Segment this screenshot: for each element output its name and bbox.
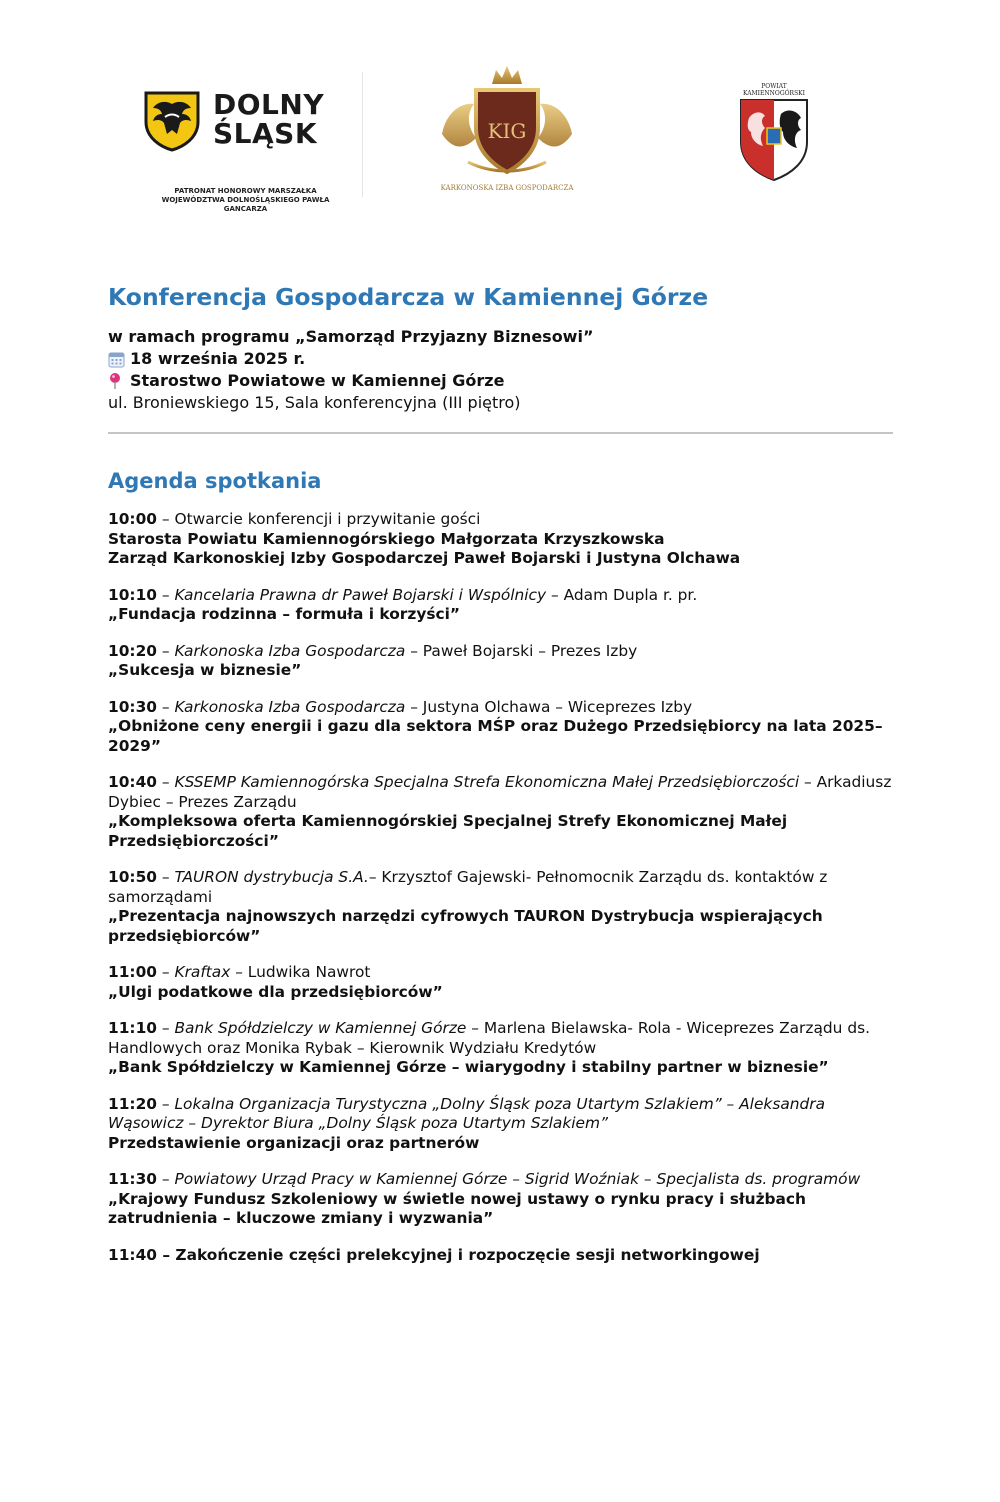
agenda-speaker: – Justyna Olchawa – Wiceprezes Izby bbox=[405, 697, 693, 716]
agenda-speaker: – Ludwika Nawrot bbox=[230, 963, 371, 981]
agenda-list bbox=[108, 510, 898, 1265]
agenda-speaker: – Arkadiusz Dybiec – Prezes Zarządu bbox=[108, 773, 892, 811]
agenda-item-header: 10:40 – KSSEMP Kamiennogórska Specjalna Strefa Ekonomiczna Małej Przedsiębiorczości – Arkadiusz Dybiec – Prezes Zarządu bbox=[108, 773, 892, 811]
dolny-slask-logo bbox=[143, 88, 343, 213]
agenda-talk-title: Przedstawienie organizacji oraz partnerów bbox=[108, 1133, 480, 1152]
agenda-item bbox=[108, 868, 898, 946]
agenda-item-header: 10:10 – Kancelaria Prawna dr Paweł Bojarski i Wspólnicy – Adam Dupla r. pr. bbox=[108, 585, 698, 604]
agenda-item-header bbox=[108, 1246, 898, 1266]
agenda-talk-title: Starosta Powiatu Kamiennogórskiego Małgorzata Krzyszkowska bbox=[108, 529, 665, 548]
agenda-closing-text: – Zakończenie części prelekcyjnej i rozpoczęcie sesji networkingowej bbox=[157, 1245, 760, 1264]
agenda-item bbox=[108, 510, 898, 569]
agenda-organization: KSSEMP Kamiennogórska Specjalna Strefa Ekonomiczna Małej Przedsiębiorczości bbox=[174, 773, 800, 791]
agenda-item-header: 11:20 – Lokalna Organizacja Turystyczna „Dolny Śląsk poza Utartym Szlakiem” – Aleksandra Wąsowicz – Dyrektor Biura „Dolny Śląsk poza Utartym Szlakiem” bbox=[108, 1094, 826, 1132]
agenda-organization: Bank Spółdzielczy w Kamiennej Górze bbox=[174, 1019, 467, 1037]
agenda-item-header: 11:30 – Powiatowy Urząd Pracy w Kamiennej Górze – Sigrid Woźniak – Specjalista ds. programów bbox=[108, 1170, 861, 1188]
kig-logo bbox=[432, 64, 582, 196]
agenda-organization: Lokalna Organizacja Turystyczna „Dolny Śląsk poza Utartym Szlakiem” – Aleksandra Wąsowicz – Dyrektor Biura „Dolny Śląsk poza Utartym Szlakiem” bbox=[108, 1094, 826, 1132]
agenda-item bbox=[108, 698, 898, 757]
agenda-item bbox=[108, 963, 898, 1002]
agenda-item bbox=[108, 773, 898, 851]
event-venue: Starostwo Powiatowe w Kamiennej Górze bbox=[130, 371, 505, 390]
agenda-talk-title: „Obniżone ceny energii i gazu dla sektora MŚP oraz Dużego Przedsiębiorcy na lata 2025–2029” bbox=[108, 717, 883, 755]
agenda-organization: TAURON dystrybucja S.A. bbox=[174, 868, 369, 886]
event-address: ul. Broniewskiego 15, Sala konferencyjna (III piętro) bbox=[108, 393, 521, 412]
logo-bar bbox=[0, 60, 1000, 213]
agenda-speaker: – Paweł Bojarski – Prezes Izby bbox=[405, 641, 638, 660]
calendar-icon bbox=[108, 348, 130, 370]
agenda-item-header: 10:20 – Karkonoska Izba Gospodarcza – Paweł Bojarski – Prezes Izby bbox=[108, 641, 638, 660]
agenda-time: 10:10 bbox=[108, 585, 157, 604]
agenda-time: 11:10 bbox=[108, 1019, 157, 1037]
agenda-item bbox=[108, 642, 898, 681]
agenda-organization: Karkonoska Izba Gospodarcza bbox=[174, 641, 406, 660]
agenda-time: 10:20 bbox=[108, 641, 157, 660]
agenda-item bbox=[108, 1246, 898, 1266]
venue-row bbox=[108, 370, 898, 392]
agenda-time: 11:00 bbox=[108, 963, 157, 981]
crest-icon bbox=[432, 64, 582, 182]
eagle-shield-icon bbox=[143, 90, 201, 152]
agenda-talk-title: „Fundacja rodzinna – formuła i korzyści” bbox=[108, 605, 461, 623]
powiat-caption: POWIAT KAMIENNOGÓRSKI bbox=[742, 83, 806, 97]
agenda-speaker: – Krzysztof Gajewski- Pełnomocnik Zarządu ds. kontaktów z samorządami bbox=[108, 868, 828, 906]
section-separator bbox=[108, 432, 893, 434]
patronage-caption: PATRONAT HONOROWY MARSZAŁKA WOJEWÓDZTWA DOLNOŚLĄSKIEGO PAWŁA GANCARZA bbox=[161, 187, 330, 213]
kig-caption: KARKONOSKA IZBA GOSPODARCZA bbox=[440, 184, 574, 192]
event-date: 18 września 2025 r. bbox=[130, 349, 306, 368]
logo-divider bbox=[362, 72, 363, 197]
agenda-item bbox=[108, 1095, 898, 1154]
agenda-item-header: 11:10 – Bank Spółdzielczy w Kamiennej Górze – Marlena Bielawska- Rola - Wiceprezes Zarządu ds. Handlowych oraz Monika Rybak – Kierownik Wydziału Kredytów bbox=[108, 1019, 870, 1057]
agenda-heading: Agenda spotkania bbox=[108, 469, 322, 493]
program-line: w ramach programu „Samorząd Przyjazny Biznesowi” bbox=[108, 327, 594, 346]
svg-text:KIG: KIG bbox=[487, 119, 527, 143]
agenda-item bbox=[108, 1019, 898, 1078]
agenda-item bbox=[108, 1170, 898, 1229]
agenda-time: 10:00 bbox=[108, 510, 157, 528]
agenda-time: 10:50 bbox=[108, 868, 157, 886]
agenda-speaker: – Adam Dupla r. pr. bbox=[546, 585, 698, 604]
agenda-time: 10:40 bbox=[108, 773, 157, 791]
powiat-logo bbox=[735, 83, 813, 181]
agenda-time: 11:40 bbox=[108, 1245, 157, 1264]
agenda-item-header: 10:50 – TAURON dystrybucja S.A.– Krzysztof Gajewski- Pełnomocnik Zarządu ds. kontaktów z samorządami bbox=[108, 868, 828, 906]
dolny-slask-wordmark: DOLNY ŚLĄSK bbox=[213, 88, 325, 150]
event-meta bbox=[108, 326, 898, 414]
agenda-talk-title: „Bank Spółdzielczy w Kamiennej Górze – wiarygodny i stabilny partner w biznesie” bbox=[108, 1058, 829, 1076]
page-title: Konferencja Gospodarcza w Kamiennej Górze bbox=[108, 283, 709, 311]
agenda-time: 11:30 bbox=[108, 1170, 157, 1188]
agenda-organization: Powiatowy Urząd Pracy w Kamiennej Górze – Sigrid Woźniak – Specjalista ds. programów bbox=[174, 1170, 861, 1188]
main-content bbox=[108, 280, 898, 1282]
agenda-time: 10:30 bbox=[108, 697, 157, 716]
agenda-item-header: 11:00 – Kraftax – Ludwika Nawrot bbox=[108, 963, 371, 981]
agenda-talk-title: „Krajowy Fundusz Szkoleniowy w świetle nowej ustawy o rynku pracy i służbach zatrudnienia – kluczowe zmiany i wyzwania” bbox=[108, 1189, 807, 1227]
agenda-speaker: – Otwarcie konferencji i przywitanie gości bbox=[157, 510, 481, 528]
agenda-talk-title: „Sukcesja w biznesie” bbox=[108, 661, 302, 679]
agenda-talk-title: Zarząd Karkonoskiej Izby Gospodarczej Paweł Bojarski i Justyna Olchawa bbox=[108, 549, 741, 567]
coat-of-arms-icon bbox=[735, 98, 813, 182]
agenda-time: 11:20 bbox=[108, 1094, 157, 1113]
agenda-talk-title: „Prezentacja najnowszych narzędzi cyfrowych TAURON Dystrybucja wspierających przedsiębiorców” bbox=[108, 907, 823, 945]
agenda-organization: Karkonoska Izba Gospodarcza bbox=[174, 697, 406, 716]
agenda-talk-title: „Kompleksowa oferta Kamiennogórskiej Specjalnej Strefy Ekonomicznej Małej Przedsiębiorczości” bbox=[108, 812, 788, 850]
agenda-item-header: 10:30 – Karkonoska Izba Gospodarcza – Justyna Olchawa – Wiceprezes Izby bbox=[108, 697, 693, 716]
agenda-speaker: – Marlena Bielawska- Rola - Wiceprezes Zarządu ds. Handlowych oraz Monika Rybak – Kierownik Wydziału Kredytów bbox=[108, 1019, 870, 1057]
pin-icon bbox=[108, 370, 130, 392]
agenda-item bbox=[108, 586, 898, 625]
agenda-organization: Kancelaria Prawna dr Paweł Bojarski i Wspólnicy bbox=[174, 585, 547, 604]
agenda-item-header bbox=[108, 510, 898, 530]
agenda-organization: Kraftax bbox=[174, 963, 231, 981]
date-row bbox=[108, 348, 898, 370]
agenda-talk-title: „Ulgi podatkowe dla przedsiębiorców” bbox=[108, 982, 443, 1001]
